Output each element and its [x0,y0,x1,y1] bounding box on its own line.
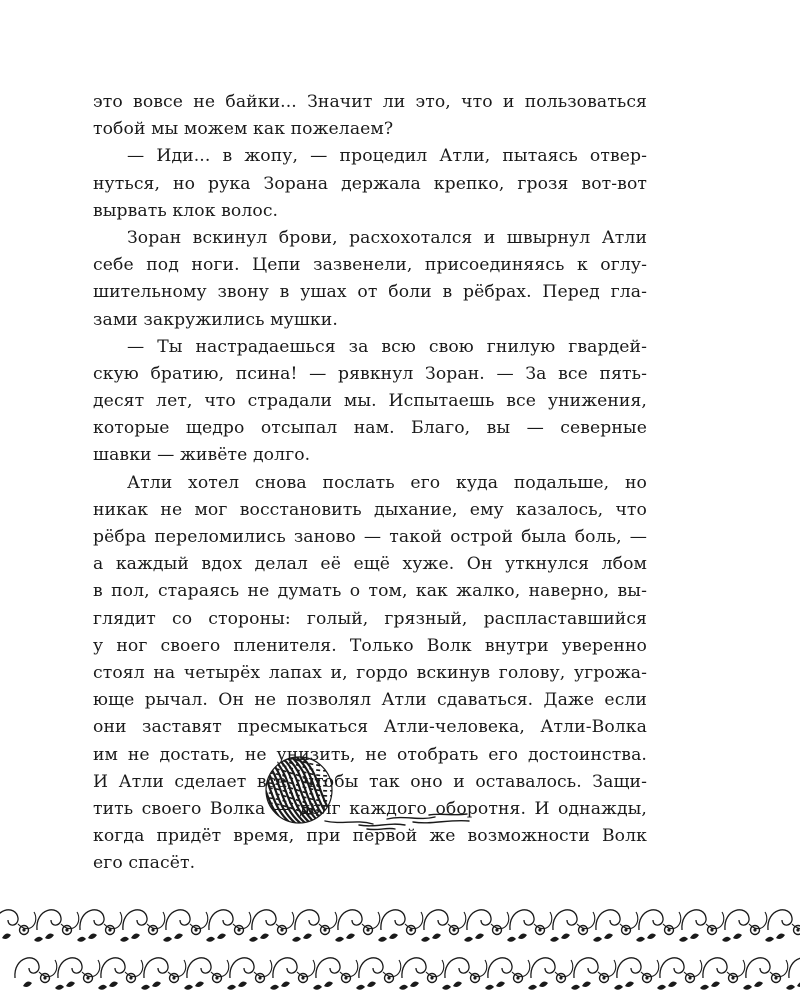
text-line: тить своего Волка — долг каждого оборотня. И однажды, [93,798,647,819]
text-line: Зоран вскинул брови, расхохотался и швырнул Атли [127,227,647,248]
text-line: никак не мог восстановить дыхание, ему казалось, что [93,499,647,520]
ornament-motif [445,958,494,990]
floral-ornament-band-icon [0,898,800,1000]
text-line: себе под ноги. Цепи зазвенели, присоединяясь к оглу- [93,255,647,276]
ornament-motif [553,910,602,942]
text-line: шавки — живёте долго. [93,445,311,466]
ornament-motif [166,910,215,942]
ornament-motif [37,910,86,942]
ornament-motif [596,910,645,942]
ornament-motif [768,910,800,942]
ornament-motif [101,958,150,990]
ornament-motif [639,910,688,942]
ornament-motif [617,958,666,990]
ornament-motif [252,910,301,942]
text-line: которые щедро отсыпал нам. Благо, вы — северные [93,418,647,439]
text-line: его спасёт. [93,853,196,874]
ornament-motif [80,910,129,942]
ornament-motif [703,958,752,990]
text-line: нуться, но рука Зорана держала крепко, грозя вот-вот [93,173,647,194]
ornament-motif [316,958,365,990]
ornament-motif [273,958,322,990]
ornament-motif [144,958,193,990]
ornament-motif [338,910,387,942]
ornament-motif [15,958,64,990]
ornament-motif [187,958,236,990]
ornament-motif [424,910,473,942]
ornament-motif [467,910,516,942]
text-line: им не достать, не унизить, не отобрать его достоинства. [93,744,647,765]
text-line: у ног своего пленителя. Только Волк внутри уверенно [93,635,647,656]
text-line: — Ты настрадаешься за всю свою гнилую гвардей- [127,336,647,357]
text-line: рёбра переломились заново — такой острой была боль, — [93,527,647,547]
text-line: шительному звону в ушах от боли в рёбрах. Перед гла- [93,282,647,303]
text-line: вырвать клок волос. [93,200,279,221]
text-line: в пол, стараясь не думать о том, как жалко, наверно, вы- [93,581,647,602]
ornament-motif [531,958,580,990]
ornament-motif [359,958,408,990]
ornament-motif [510,910,559,942]
ball-of-yarn-vignette-icon [255,755,485,845]
ornament-motif [488,958,537,990]
ornament-motif [402,958,451,990]
text-line: они заставят пресмыкаться Атли-человека, Атли-Волка [93,717,647,738]
text-line: скую братию, псина! — рявкнул Зоран. — За все пять- [93,363,647,384]
ornament-motif [725,910,774,942]
text-line: зами закружились мушки. [93,309,338,330]
ornament-motif [295,910,344,942]
ornament-motif [123,910,172,942]
text-line: стоял на четырёх лапах и, гордо вскинув голову, угрожа- [93,662,647,683]
ornament-motif [381,910,430,942]
text-line: когда придёт время, при первой же возможности Волк [93,826,647,847]
text-line: Атли хотел снова послать его куда подальше, но [127,472,647,493]
text-line: И Атли сделает всё, чтобы так оно и оставалось. Защи- [93,771,647,792]
text-line: тобой мы можем как пожелаем? [93,119,394,140]
text-line: это вовсе не байки... Значит ли это, что и пользоваться [93,92,647,112]
ornament-motif [58,958,107,990]
text-line: десят лет, что страдали мы. Испытаешь все унижения, [93,391,647,412]
text-line: глядит со стороны: голый, грязный, распластавшийся [93,608,647,629]
ornament-motif [682,910,731,942]
ornament-motif [230,958,279,990]
ornament-motif [660,958,709,990]
text-line: — Иди... в жопу, — процедил Атли, пытаясь отвер- [127,146,647,167]
text-line: а каждый вдох делал её ещё хуже. Он уткнулся лбом [93,554,647,575]
ornament-motif [746,958,795,990]
ornament-motif [574,958,623,990]
text-line: юще рычал. Он не позволял Атли сдаваться. Даже если [93,690,647,711]
ornament-motif [209,910,258,942]
